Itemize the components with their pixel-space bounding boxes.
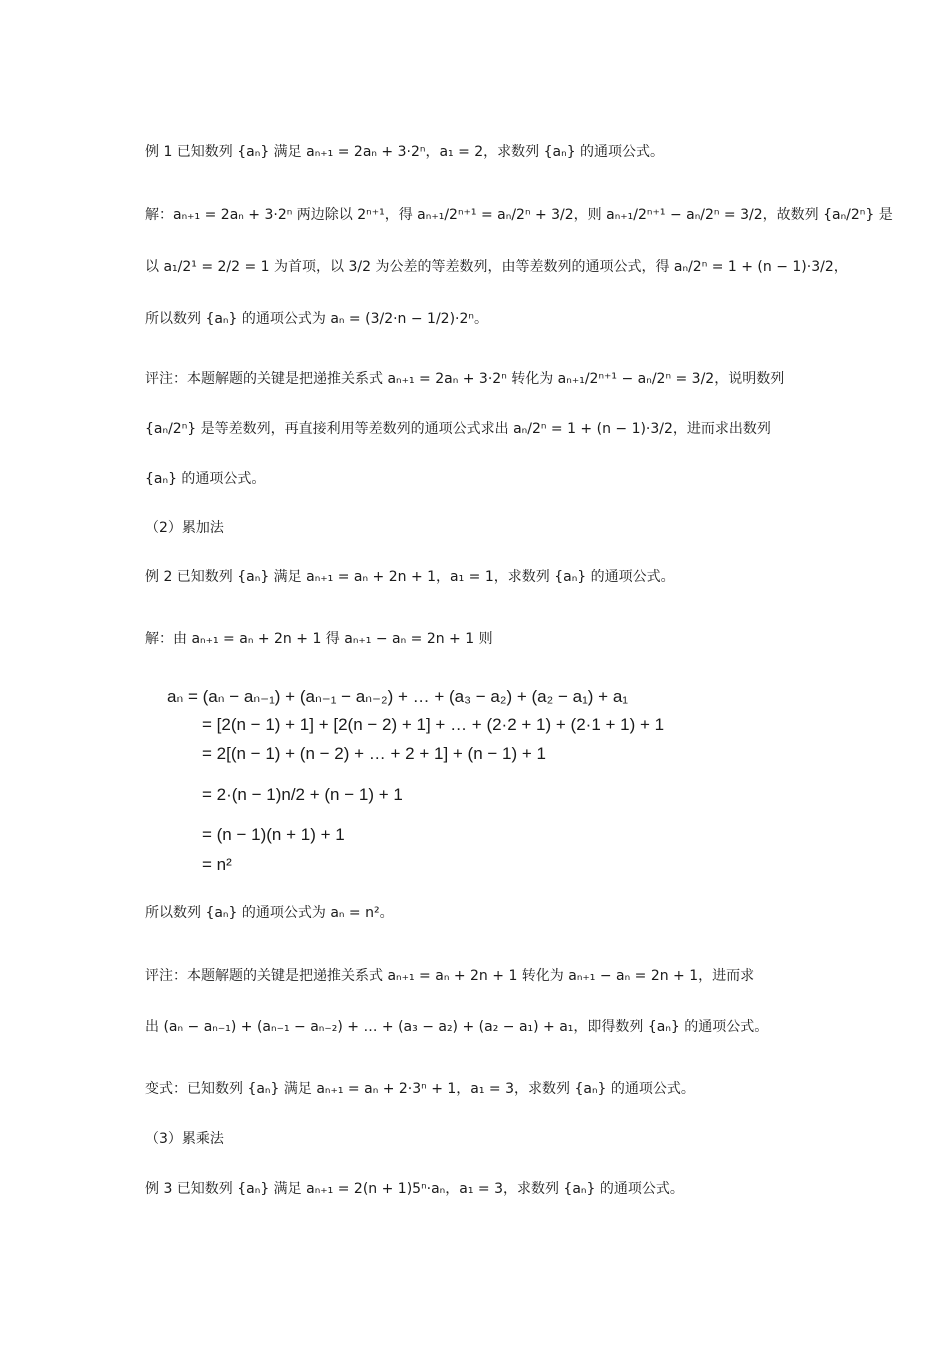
example-2-note-line-2: 出 (aₙ − aₙ₋₁) + (aₙ₋₁ − aₙ₋₂) + … + (a₃ − a₂) + (a₂ − a₁) + a₁，即得数列 {aₙ} 的通项公式。 [145,1019,769,1035]
derivation-line-1: aₙ = (aₙ − aₙ₋₁) + (aₙ₋₁ − aₙ₋₂) + … + (a₃ − a₂) + (a₂ − a₁) + a₁ [167,687,629,706]
example-1-note-line-1: 评注：本题解题的关键是把递推关系式 aₙ₊₁ = 2aₙ + 3·2ⁿ 转化为 aₙ₊₁/2ⁿ⁺¹ − aₙ/2ⁿ = 3/2，说明数列 [145,371,785,387]
example-1-solution-line-1: 解：aₙ₊₁ = 2aₙ + 3·2ⁿ 两边除以 2ⁿ⁺¹，得 aₙ₊₁/2ⁿ⁺¹ = aₙ/2ⁿ + 3/2，则 aₙ₊₁/2ⁿ⁺¹ − aₙ/2ⁿ = 3/2，故数列 {aₙ/2ⁿ} 是 [145,207,893,223]
example-1-solution-line-3: 所以数列 {aₙ} 的通项公式为 aₙ = (3/2·n − 1/2)·2ⁿ。 [145,311,488,327]
example-1-note-line-3: {aₙ} 的通项公式。 [145,471,266,487]
example-3-statement: 例 3 已知数列 {aₙ} 满足 aₙ₊₁ = 2(n + 1)5ⁿ·aₙ，a₁ = 3，求数列 {aₙ} 的通项公式。 [145,1181,684,1197]
derivation-line-4: = 2·(n − 1)n/2 + (n − 1) + 1 [202,785,403,804]
example-1-statement: 例 1 已知数列 {aₙ} 满足 aₙ₊₁ = 2aₙ + 3·2ⁿ，a₁ = 2，求数列 {aₙ} 的通项公式。 [145,144,665,160]
derivation-line-2: = [2(n − 1) + 1] + [2(n − 2) + 1] + … + (2·2 + 1) + (2·1 + 1) + 1 [202,715,665,734]
example-2-note-line-1: 评注：本题解题的关键是把递推关系式 aₙ₊₁ = aₙ + 2n + 1 转化为 aₙ₊₁ − aₙ = 2n + 1，进而求 [145,968,755,984]
section-2-heading: （2）累加法 [145,520,224,536]
derivation-line-5: = (n − 1)(n + 1) + 1 [202,825,345,844]
section-3-heading: （3）累乘法 [145,1131,224,1147]
example-1-note-line-2: {aₙ/2ⁿ} 是等差数列，再直接利用等差数列的通项公式求出 aₙ/2ⁿ = 1 + (n − 1)·3/2，进而求出数列 [145,421,771,437]
derivation-line-6: = n² [202,855,232,874]
derivation-line-3: = 2[(n − 1) + (n − 2) + … + 2 + 1] + (n − 1) + 1 [202,744,546,763]
example-1-solution-line-2: 以 a₁/2¹ = 2/2 = 1 为首项，以 3/2 为公差的等差数列，由等差数列的通项公式，得 aₙ/2ⁿ = 1 + (n − 1)·3/2， [145,259,848,275]
example-2-statement: 例 2 已知数列 {aₙ} 满足 aₙ₊₁ = aₙ + 2n + 1，a₁ = 1，求数列 {aₙ} 的通项公式。 [145,569,675,585]
example-2-solution-intro: 解：由 aₙ₊₁ = aₙ + 2n + 1 得 aₙ₊₁ − aₙ = 2n + 1 则 [145,631,493,647]
variant-exercise: 变式：已知数列 {aₙ} 满足 aₙ₊₁ = aₙ + 2·3ⁿ + 1，a₁ = 3，求数列 {aₙ} 的通项公式。 [145,1081,695,1097]
example-2-conclusion: 所以数列 {aₙ} 的通项公式为 aₙ = n²。 [145,905,394,921]
